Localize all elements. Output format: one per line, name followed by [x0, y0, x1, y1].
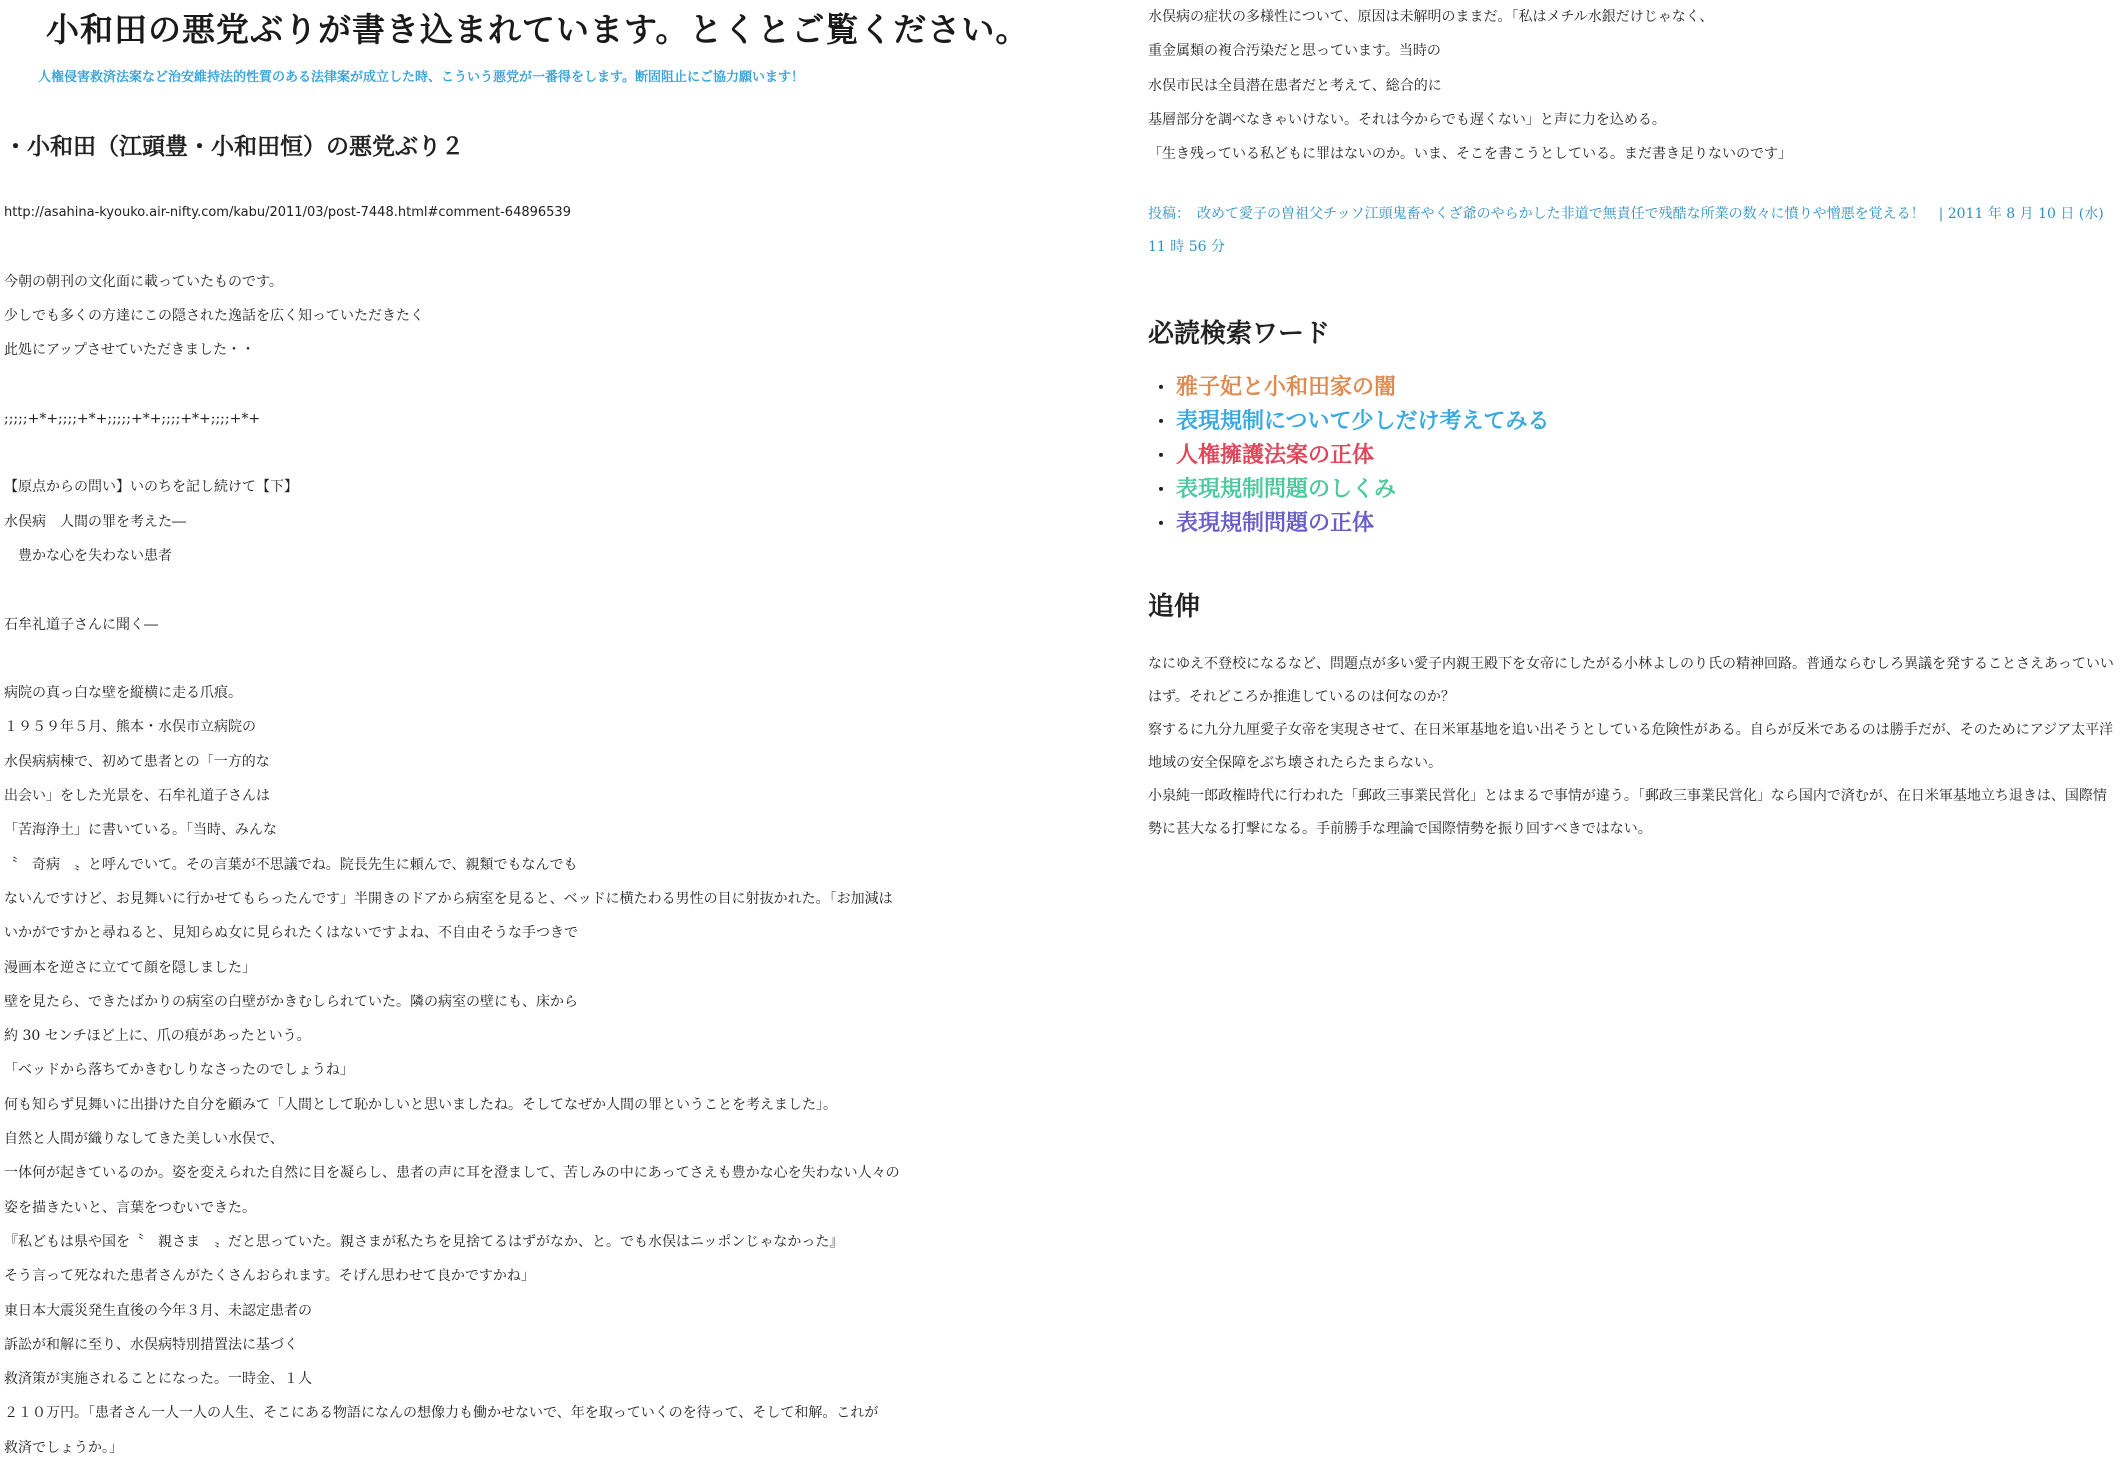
body-line: 救済でしょうか。」: [4, 1439, 123, 1456]
bullet-icon: ・: [1152, 446, 1170, 467]
bullet-icon: ・: [1152, 514, 1170, 535]
body-line: 石牟礼道子さんに聞く―: [4, 616, 158, 633]
search-word-item: [1152, 404, 1550, 438]
source-link[interactable]: http://asahina-kyouko.air-nifty.com/kabu/2011/03/post-7448.html#comment-64896539: [4, 205, 571, 220]
postscript-paragraph: 小泉純一郎政権時代に行われた「郵政三事業民営化」とはまるで事情が違う。「郵政三事業民営化」なら国内で済むが、在日米軍基地立ち退きは、国際情勢に甚大なる打撃になる。手前勝手な理論で国際情勢を振り回すべきではない。: [1148, 788, 2107, 837]
body-line: 水俣市民は全員潜在患者だと考えて、総合的に: [1148, 77, 1442, 94]
body-line: 【原点からの問い】いのちを記し続けて【下】: [4, 479, 298, 496]
body-line: 「苦海浄土」に書いている。「当時、みんな: [4, 822, 277, 839]
body-line: １９５９年５月、熊本・水俣市立病院の: [4, 719, 256, 736]
body-line: 「生き残っている私どもに罪はないのか。いま、そこを書こうとしている。まだ書き足りないのです」: [1148, 146, 1792, 163]
body-line: [4, 367, 984, 401]
search-words-list: [1152, 370, 1550, 540]
search-word-link[interactable]: 雅子妃と小和田家の闇: [1176, 374, 1397, 400]
search-words-heading: 必読検索ワード: [1148, 319, 1331, 349]
body-line: ;;;;;+*+;;;;+*+;;;;;+*+;;;;+*+;;;;+*+: [4, 410, 261, 427]
body-line: 何も知らず見舞いに出掛けた自分を顧みて「人間として恥かしいと思いましたね。そしてなぜか人間の罪ということを考えました」。: [4, 1096, 837, 1113]
postscript-heading: 追伸: [1148, 592, 1201, 622]
search-word-link[interactable]: 表現規制問題のしくみ: [1176, 476, 1397, 502]
body-line: [4, 642, 984, 676]
post-body-continued: [1148, 0, 2118, 171]
body-line: 〝 奇病 〟と呼んでいて。その言葉が不思議でね。院長先生に頼んで、親類でもなんでも: [4, 856, 578, 873]
body-line: 約 30 センチほど上に、爪の痕があったという。: [4, 1028, 311, 1045]
body-line: いかがですかと尋ねると、見知らぬ女に見られたくはないですよね、不自由そうな手つきで: [4, 925, 578, 942]
search-word-link[interactable]: 表現規制について少しだけ考えてみる: [1176, 408, 1550, 434]
body-line: 今朝の朝刊の文化面に載っていたものです。: [4, 273, 283, 290]
body-line: 豊かな心を失わない患者: [4, 547, 172, 564]
bullet-icon: ・: [1152, 480, 1170, 501]
body-line: 姿を描きたいと、言葉をつむいできた。: [4, 1199, 256, 1216]
body-line: 重金属類の複合汚染だと思っています。当時の: [1148, 43, 1441, 60]
bullet-icon: ・: [1152, 412, 1170, 433]
body-line: 訴訟が和解に至り、水俣病特別措置法に基づく: [4, 1336, 298, 1353]
postscript-paragraph: 察するに九分九厘愛子女帝を実現させて、在日米軍基地を追い出そうとしている危険性がある。自らが反米であるのは勝手だが、そのためにアジア太平洋地域の安全保障をぶち壊されたらたまらない。: [1148, 722, 2114, 771]
body-line: 水俣病 人間の罪を考えた―: [4, 513, 186, 530]
search-word-link[interactable]: 人権擁護法案の正体: [1176, 442, 1375, 468]
body-line: 自然と人間が織りなしてきた美しい水俣で、: [4, 1131, 284, 1148]
body-line: 此処にアップさせていただきました・・: [4, 342, 256, 359]
body-line: 壁を見たら、できたばかりの病室の白壁がかきむしられていた。隣の病室の壁にも、床から: [4, 993, 578, 1010]
post-title: ・小和田（江頭豊・小和田恒）の悪党ぶり２: [4, 133, 464, 160]
body-line: [4, 230, 984, 264]
body-line: ２１０万円。「患者さん一人一人の人生、そこにある物語になんの想像力も働かせないで、年を取っていくのを待って、そして和解。これが: [4, 1405, 879, 1422]
body-line: ないんですけど、お見舞いに行かせてもらったんです」半開きのドアから病室を見ると、ベッドに横たわる男性の目に射抜かれた。「お加減は: [4, 890, 893, 907]
bullet-icon: ・: [1152, 378, 1170, 399]
body-line: [4, 573, 984, 607]
body-line: 救済策が実施されることになった。一時金、１人: [4, 1371, 312, 1388]
post-footer: 投稿： 改めて愛子の曽祖父チッソ江頭鬼畜やくざ爺のやらかした非道で無責任で残酷な所業の数々に憤りや憎悪を覚える！ | 2011 年 8 月 10 日 (水) 11 時 56 分: [1148, 206, 2104, 255]
body-line: 東日本大震災発生直後の今年３月、未認定患者の: [4, 1302, 312, 1319]
search-word-item: [1152, 438, 1550, 472]
body-line: 「ベッドから落ちてかきむしりなさったのでしょうね」: [4, 1062, 354, 1079]
body-line: 少しでも多くの方達にこの隠された逸話を広く知っていただきたく: [4, 307, 424, 324]
search-word-link[interactable]: 表現規制問題の正体: [1176, 510, 1375, 536]
body-line: [4, 436, 984, 470]
body-line: 一体何が起きているのか。姿を変えられた自然に目を凝らし、患者の声に耳を澄まして、苦しみの中にあってさえも豊かな心を失わない人々の: [4, 1165, 900, 1182]
postscript-paragraph: なにゆえ不登校になるなど、問題点が多い愛子内親王殿下を女帝にしたがる小林よしのり氏の精神回路。普通ならむしろ異議を発することさえあっていいはず。それどころか推進しているのは何なのか？: [1148, 656, 2114, 705]
search-word-item: [1152, 472, 1550, 506]
body-line: 病院の真っ白な壁を縦横に走る爪痕。: [4, 685, 242, 702]
body-line: 『私どもは県や国を〝 親さま 〟だと思っていた。親さまが私たちを見捨てるはずがなか、と。でも水俣はニッポンじゃなかった』: [4, 1233, 844, 1250]
post-body: [4, 196, 984, 1465]
body-line: 水俣病病棟で、初めて患者との「一方的な: [4, 753, 270, 770]
body-line: 基層部分を調べなきゃいけない。それは今からでも遅くない」と声に力を込める。: [1148, 111, 1666, 128]
body-line: そう言って死なれた患者さんがたくさんおられます。そげん思わせて良かですかね」: [4, 1268, 535, 1285]
page-title: 小和田の悪党ぶりが書き込まれています。とくとご覧ください。: [46, 10, 1030, 49]
postscript-body: [1148, 648, 2118, 846]
body-line: 水俣病の症状の多様性について、原因は未解明のままだ。「私はメチル水銀だけじゃなく、: [1148, 9, 1714, 25]
page-subtitle: 人権侵害救済法案など治安維持法的性質のある法律案が成立した時、こういう悪党が一番得をします。断固阻止にご協力願います！: [38, 70, 804, 85]
body-line: 漫画本を逆さに立てて顔を隠しました」: [4, 959, 256, 976]
search-word-item: [1152, 506, 1550, 540]
body-line: 出会い」をした光景を、石牟礼道子さんは: [4, 788, 270, 805]
search-word-item: [1152, 370, 1550, 404]
